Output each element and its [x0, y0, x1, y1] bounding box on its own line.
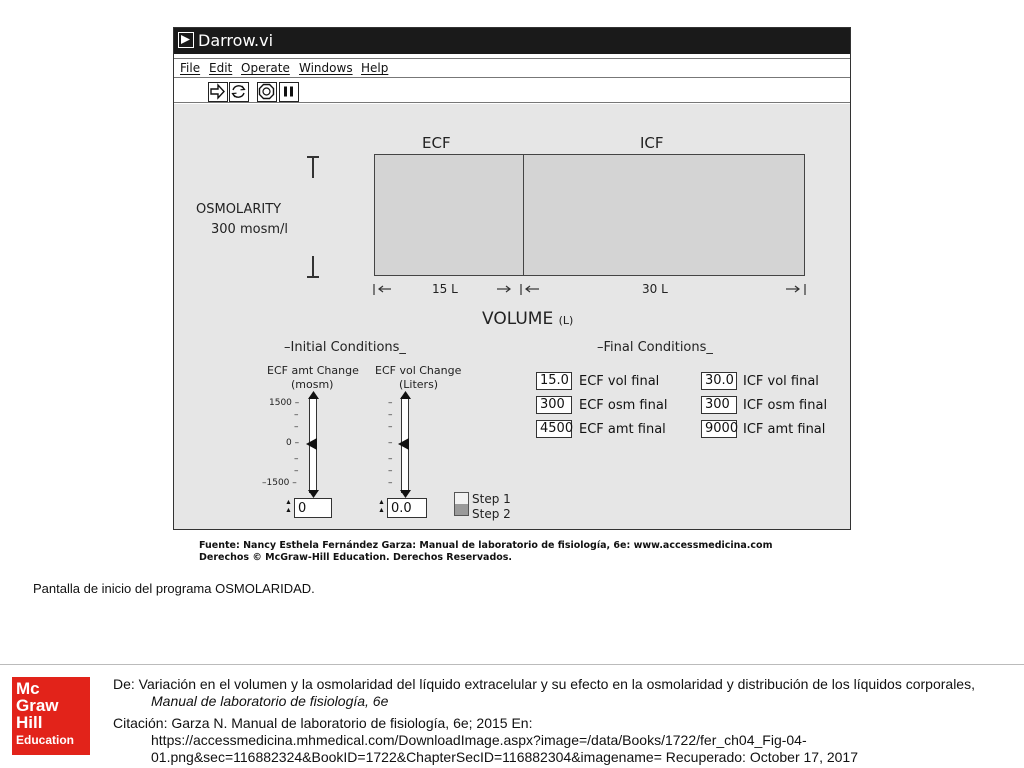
- icf-osm-final-value: 300: [701, 396, 737, 414]
- ecf-vol-final-label: ECF vol final: [579, 374, 660, 389]
- figure-source: [199, 540, 772, 564]
- step2-label[interactable]: Step 2: [472, 507, 511, 521]
- step-selector[interactable]: [454, 492, 469, 516]
- amt-scale-mid: 0 –: [286, 438, 300, 448]
- amt-slider-down-icon[interactable]: [308, 490, 319, 498]
- vol-slider-pointer[interactable]: [398, 438, 409, 450]
- menu-help[interactable]: Help: [361, 61, 389, 75]
- vol-change-input[interactable]: 0.0: [387, 498, 427, 518]
- initial-conditions-title: –Initial Conditions_: [284, 340, 406, 355]
- step1-label[interactable]: Step 1: [472, 492, 511, 506]
- osm-top-stem: [312, 156, 314, 178]
- footer-citation-line-3[interactable]: 01.png&sec=116882324&BookID=1722&ChapterSecID=116882304&imagename= Recuperado: October 17, 2017: [151, 749, 858, 765]
- volume-title: VOLUME: [482, 309, 554, 329]
- icf-amt-final-value: 9000: [701, 420, 737, 438]
- logo-line-2: Graw: [16, 696, 59, 715]
- source-line-1: Fuente: Nancy Esthela Fernández Garza: Manual de laboratorio de fisiología, 6e: www.accessmedicina.com: [199, 540, 773, 551]
- vol-spinner[interactable]: ▲ ▲: [378, 499, 385, 514]
- vol-scale-minor: –: [388, 438, 393, 448]
- icf-osm-final-label: ICF osm final: [743, 398, 828, 413]
- icf-amt-final-label: ICF amt final: [743, 422, 826, 437]
- amt-scale-top: 1500 –: [269, 398, 300, 408]
- osmolarity-value: 300 mosm/l: [211, 222, 288, 237]
- run-continuously-button[interactable]: [229, 82, 249, 102]
- footer-citation-line-2[interactable]: https://accessmedicina.mhmedical.com/DownloadImage.aspx?image=/data/Books/1722/fer_ch04_Fig-04-: [151, 732, 807, 748]
- ecf-compartment: [374, 154, 524, 276]
- vol-scale-minor: –: [388, 466, 393, 476]
- ecf-amt-final-label: ECF amt final: [579, 422, 666, 437]
- ecf-vol-final-value: 15.0: [536, 372, 572, 390]
- amt-scale-minor: –: [294, 466, 299, 476]
- vol-change-label: ECF vol Change: [375, 364, 462, 377]
- vol-change-unit: (Liters): [399, 378, 439, 391]
- labview-window: [173, 27, 851, 530]
- amt-change-label: ECF amt Change: [267, 364, 359, 377]
- menu-bar: [174, 58, 850, 78]
- abort-button[interactable]: [257, 82, 277, 102]
- icf-compartment: [523, 154, 805, 276]
- ecf-amt-final-value: 4500: [536, 420, 572, 438]
- vol-slider-up-icon[interactable]: [400, 391, 411, 399]
- vol-scale-minor: –: [388, 410, 393, 420]
- logo-line-1: Mc: [16, 679, 40, 698]
- final-conditions-title: –Final Conditions_: [597, 340, 713, 355]
- mcgraw-hill-logo: [12, 677, 90, 755]
- footer-citation-line-1: Citación: Garza N. Manual de laboratorio de fisiología, 6e; 2015 En:: [113, 715, 533, 731]
- window-title: Darrow.vi: [198, 31, 274, 50]
- amt-slider-pointer[interactable]: [306, 438, 317, 450]
- amt-scale-minor: –: [294, 422, 299, 432]
- ecf-osm-final-value: 300: [536, 396, 572, 414]
- vol-scale-minor: –: [388, 478, 393, 488]
- vol-scale-minor: –: [388, 454, 393, 464]
- menu-operate[interactable]: Operate: [241, 61, 290, 75]
- amt-scale-bottom: –1500 –: [262, 478, 297, 488]
- osm-bottom-tick: [307, 276, 319, 278]
- amt-slider-up-icon[interactable]: [308, 391, 319, 399]
- volume-axis-label: [482, 309, 573, 329]
- amt-change-unit: (mosm): [291, 378, 334, 391]
- menu-file[interactable]: File: [180, 61, 201, 75]
- amt-scale-minor: –: [294, 410, 299, 420]
- run-button[interactable]: [208, 82, 228, 102]
- amt-spinner[interactable]: ▲ ▲: [285, 499, 292, 514]
- toolbar: [174, 81, 850, 103]
- footer-de-line-2: Manual de laboratorio de fisiología, 6e: [151, 693, 389, 709]
- vi-play-icon: [178, 32, 194, 48]
- vol-scale-minor: –: [388, 398, 393, 408]
- logo-line-3: Hill: [16, 713, 43, 732]
- osmolarity-label: OSMOLARITY: [196, 202, 282, 217]
- front-panel: [174, 104, 850, 529]
- vol-scale-minor: –: [388, 422, 393, 432]
- source-line-2: Derechos © McGraw-Hill Education. Derechos Reservados.: [199, 552, 513, 563]
- logo-line-4: Education: [16, 733, 75, 747]
- ecf-volume-label: 15 L: [432, 282, 458, 296]
- menu-edit[interactable]: Edit: [209, 61, 233, 75]
- title-bar: [174, 28, 850, 54]
- figure-caption: Pantalla de inicio del programa OSMOLARIDAD.: [33, 581, 315, 596]
- footer-divider: [0, 664, 1024, 665]
- menu-windows[interactable]: Windows: [299, 61, 353, 75]
- ecf-label: ECF: [422, 134, 451, 152]
- icf-vol-final-value: 30.0: [701, 372, 737, 390]
- ecf-osm-final-label: ECF osm final: [579, 398, 668, 413]
- citation-footer: [113, 676, 1013, 766]
- icf-vol-final-label: ICF vol final: [743, 374, 819, 389]
- amt-change-input[interactable]: 0: [294, 498, 332, 518]
- volume-unit: (L): [558, 314, 574, 327]
- icf-volume-label: 30 L: [642, 282, 668, 296]
- osm-bottom-stem: [312, 256, 314, 277]
- footer-de-line-1: De: Variación en el volumen y la osmolaridad del líquido extracelular y su efecto en la osmolaridad y distribución de los líquidos corporales,: [113, 676, 975, 692]
- amt-scale-minor: –: [294, 454, 299, 464]
- pause-button[interactable]: [279, 82, 299, 102]
- vol-slider-down-icon[interactable]: [400, 490, 411, 498]
- icf-label: ICF: [640, 134, 664, 152]
